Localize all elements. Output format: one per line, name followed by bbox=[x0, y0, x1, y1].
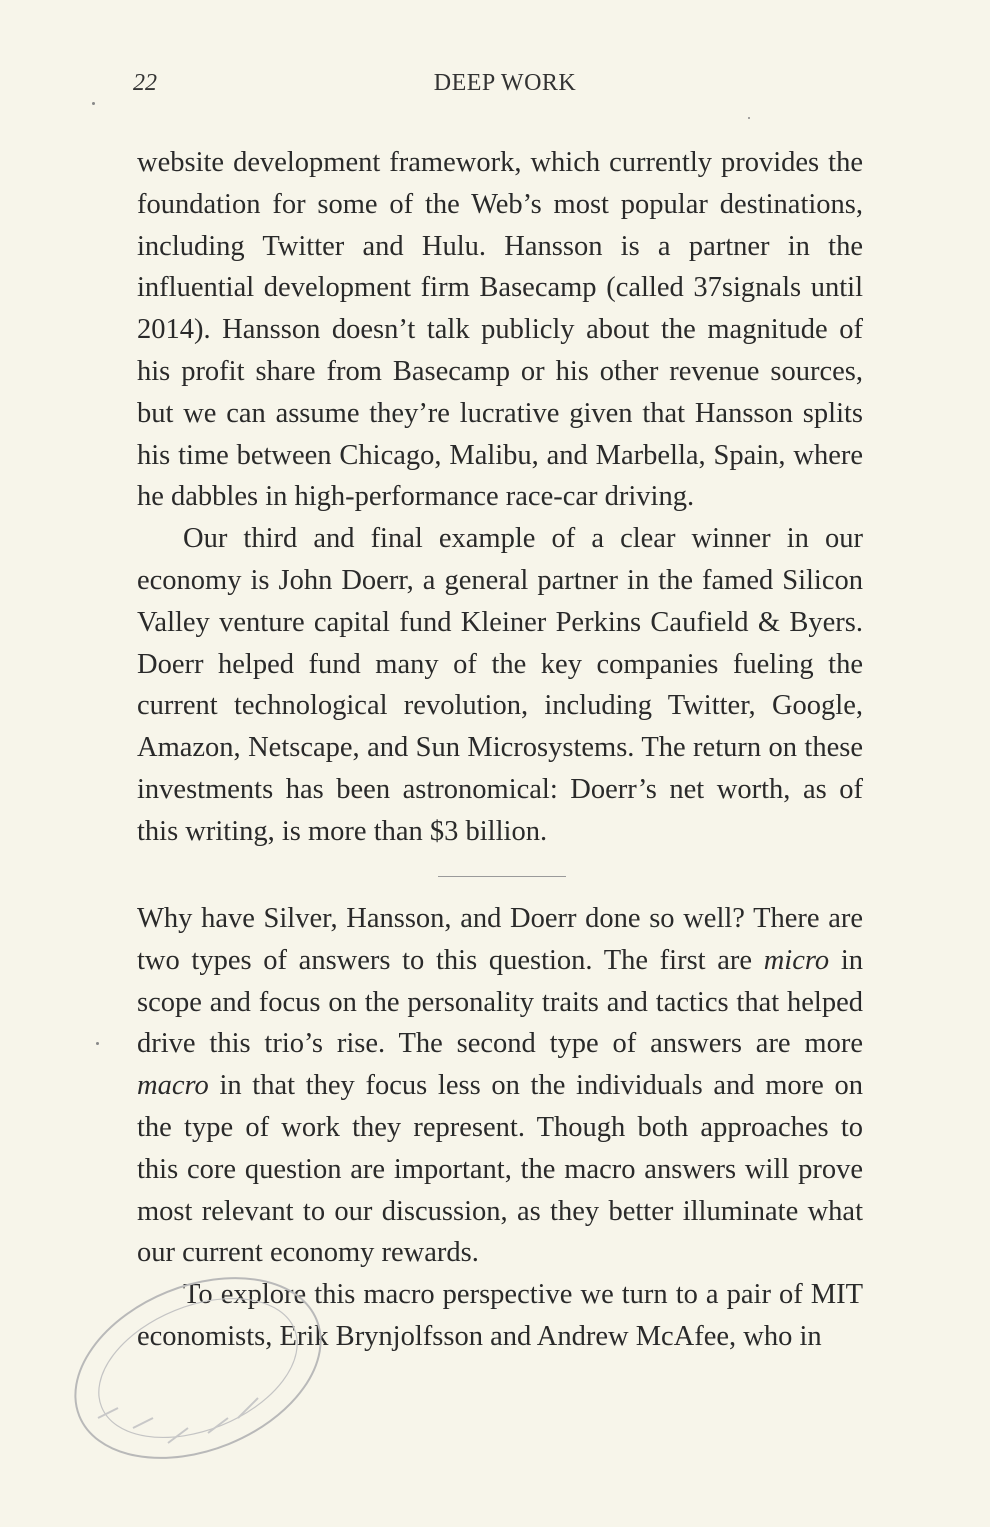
emphasis-micro: micro bbox=[763, 944, 830, 976]
paragraph-3-text-a: Why have Silver, Hansson, and Doerr done so well? There are two types of answers to this question. The first are bbox=[137, 903, 863, 976]
running-head: DEEP WORK bbox=[433, 70, 577, 96]
paragraph-4: To explore this macro perspective we turn to a pair of MIT economists, Erik Brynjolfsson and Andrew McAfee, who in bbox=[137, 1279, 863, 1352]
paragraph-3 bbox=[137, 898, 863, 1274]
paper-speck bbox=[96, 1042, 99, 1045]
paper-speck bbox=[748, 117, 750, 119]
paragraph-3-text-c: in that they focus less on the individuals and more on the type of work they represent. Though both approaches to this core question are important, the macro answers will prove most relevant to our discussion, as they better illuminate what our current economy rewards. bbox=[137, 1070, 863, 1269]
paper-speck bbox=[92, 102, 95, 105]
section-break-rule bbox=[438, 876, 566, 877]
paragraph-2: Our third and final example of a clear winner in our economy is John Doerr, a general partner in the famed Silicon Valley venture capital fund Kleiner Perkins Caufield & Byers. Doerr helped fund many of the key companies fueling the current technological revolution, including Twitter, Google, Amazon, Netscape, and Sun Microsystems. The return on these investments has been astronomical: Doerr’s net worth, as of this writing, is more than $3 billion. bbox=[137, 523, 863, 847]
page-number: 22 bbox=[133, 70, 157, 96]
emphasis-macro: macro bbox=[137, 1070, 209, 1102]
paragraph-3-text-b: in scope and focus on the personality traits and tactics that helped drive this trio’s rise. The second type of answers are more bbox=[137, 944, 863, 1060]
paragraph-1: website development framework, which currently provides the foundation for some of the Web’s most popular destinations, including Twitter and Hulu. Hansson is a partner in the influential development firm Basecamp (called 37signals until 2014). Hansson doesn’t talk publicly about the magnitude of his profit share from Basecamp or his other revenue sources, but we can assume they’re lucrative given that Hansson splits his time between Chicago, Malibu, and Marbella, Spain, where he dabbles in high-performance race-car driving. bbox=[137, 147, 863, 513]
import-stamp-seal bbox=[58, 1268, 338, 1488]
text-block-top bbox=[137, 142, 863, 853]
